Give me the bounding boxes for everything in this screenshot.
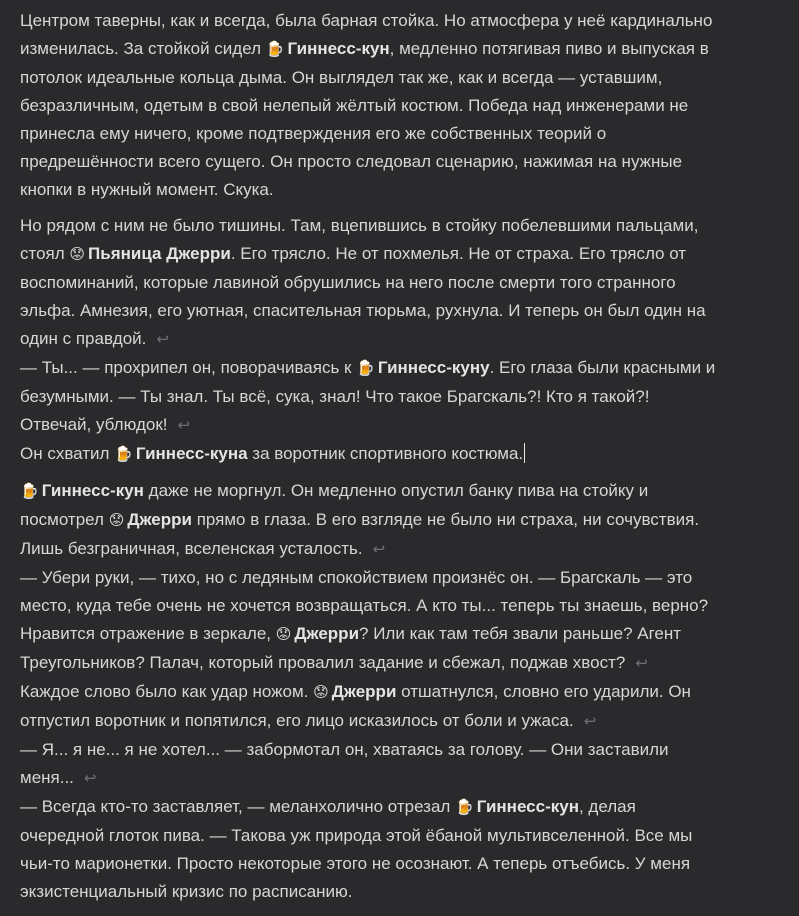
worried-face-icon: 😟 (313, 684, 329, 701)
beer-mug-icon: 🍺 (114, 446, 133, 463)
text-line (20, 269, 779, 297)
text-line (20, 440, 779, 469)
text-run: за воротник спортивного костюма. (247, 444, 524, 463)
text-run: Он схватил (20, 444, 115, 463)
worried-face-icon: 😟 (69, 246, 86, 263)
text-line (20, 620, 779, 649)
text-line (20, 678, 779, 707)
text-line (20, 148, 779, 176)
text-run: потолок идеальные кольца дыма. Он выглядел так же, как и всегда — уставшим, (20, 68, 663, 87)
text-run: принесла ему ничего, кроме подтверждения его же собственных теорий о (20, 124, 607, 143)
text-line (20, 325, 779, 354)
text-run: , делая (578, 797, 636, 816)
line-break-return-icon: ↩ (583, 713, 597, 730)
text-run: прямо в глаза. В его взгляде не было ни страха, ни сочувствия. (191, 510, 700, 529)
text-run: отпустил воротник и попятился, его лицо исказилось от боли и ужаса. (20, 711, 574, 730)
text-run: . Его глаза были красными и (489, 358, 716, 377)
text-run: очередной глоток пива. — Такова уж природа этой ёбаной мультивселенной. Все мы (20, 826, 693, 845)
text-run: воспоминаний, которые лавиной обрушились на него после смерти того странного (20, 273, 676, 292)
character-name: Пьяница Джерри (88, 244, 231, 263)
text-run: отшатнулся, словно его ударили. Он (396, 682, 691, 701)
text-line (20, 240, 779, 269)
text-line (20, 649, 779, 678)
character-name: Гиннесс-куну (377, 358, 490, 377)
text-cursor (524, 443, 525, 463)
text-run: чьи-то марионетки. Просто некоторые этого не осознают. А теперь отъебись. У меня (20, 854, 691, 873)
text-run: Лишь безграничная, вселенская усталость. (20, 539, 363, 558)
text-run: предрешённости всего сущего. Он просто следовал сценарию, нажимая на нужные (20, 152, 683, 171)
text-line (20, 707, 779, 736)
text-run: . Его трясло. Не от похмелья. Не от страха. Его трясло от (230, 244, 687, 263)
text-line (20, 592, 779, 620)
story-paragraph[interactable] (20, 7, 779, 204)
beer-mug-icon: 🍺 (356, 360, 375, 377)
text-run: место, куда тебе очень не хочется возвращаться. А кто ты... теперь ты знаешь, верно? (20, 596, 709, 615)
beer-mug-icon: 🍺 (265, 41, 285, 58)
text-line (20, 297, 779, 325)
text-line (20, 850, 779, 878)
text-run: — Ты... — прохрипел он, поворачиваясь к (20, 358, 357, 377)
text-run: посмотрел (20, 510, 109, 529)
story-paragraph[interactable] (20, 477, 779, 906)
text-line (20, 477, 779, 506)
text-line (20, 120, 779, 148)
story-paragraph[interactable] (20, 212, 779, 469)
line-break-return-icon: ↩ (372, 541, 386, 558)
text-line (20, 92, 779, 120)
text-line (20, 764, 779, 793)
line-break-return-icon: ↩ (177, 417, 191, 434)
text-line (20, 736, 779, 764)
text-run: — Всегда кто-то заставляет, — меланхолично отрезал (20, 797, 456, 816)
text-line (20, 411, 779, 440)
text-line (20, 822, 779, 850)
text-run: Но рядом с ним не было тишины. Там, вцепившись в стойку побелевшими пальцами, (20, 216, 699, 235)
text-line (20, 212, 779, 240)
text-run: эльфа. Амнезия, его уютная, спасительная тюрьма, рухнула. И теперь он был один на (20, 301, 706, 320)
text-run: экзистенциальный кризис по расписанию. (20, 882, 353, 901)
beer-mug-icon: 🍺 (20, 483, 39, 500)
text-run: Каждое слово было как удар ножом. (20, 682, 314, 701)
character-name: Гиннесс-кун (287, 39, 390, 58)
text-line (20, 793, 779, 822)
text-run: , медленно потягивая пиво и выпуская в (389, 39, 709, 58)
text-run: кнопки в нужный момент. Скука. (20, 180, 274, 199)
character-name: Джерри (331, 682, 397, 701)
text-run: безумными. — Ты знал. Ты всё, сука, знал! Что такое Брагскаль?! Кто я такой?! (20, 387, 650, 406)
line-break-return-icon: ↩ (83, 770, 97, 787)
text-line (20, 564, 779, 592)
text-line (20, 35, 779, 64)
character-name: Гиннесс-кун (476, 797, 579, 816)
text-run: — Я... я не... я не хотел... — забормотал он, хватаясь за голову. — Они заставили (20, 740, 669, 759)
line-break-return-icon: ↩ (635, 655, 648, 672)
character-name: Гиннесс-кун (41, 481, 144, 500)
text-run: безразличным, одетым в свой нелепый жёлтый костюм. Победа над инженерами не (20, 96, 689, 115)
character-name: Гиннесс-куна (135, 444, 248, 463)
text-line (20, 176, 779, 204)
line-break-return-icon: ↩ (156, 331, 169, 348)
text-run: Треугольников? Палач, который провалил задание и сбежал, поджав хвост? (20, 653, 626, 672)
character-name: Джерри (294, 624, 360, 643)
beer-mug-icon: 🍺 (455, 799, 474, 816)
text-run: ? Или как там тебя звали раньше? Агент (359, 624, 682, 643)
worried-face-icon: 😟 (108, 512, 125, 529)
character-name: Джерри (127, 510, 192, 529)
text-run: изменилась. За стойкой сидел (20, 39, 266, 58)
text-run: Отвечай, ублюдок! (20, 415, 168, 434)
text-run: стоял (20, 244, 70, 263)
text-line (20, 354, 779, 383)
text-line (20, 383, 779, 411)
text-run: один с правдой. (20, 329, 147, 348)
text-run: — Убери руки, — тихо, но с ледяным спокойствием произнёс он. — Брагскаль — это (20, 568, 693, 587)
worried-face-icon: 😟 (275, 626, 292, 643)
text-run: даже не моргнул. Он медленно опустил банку пива на стойку и (143, 481, 649, 500)
text-run: Центром таверны, как и всегда, была барная стойка. Но атмосфера у неё кардинально (20, 11, 713, 30)
text-run: меня... (20, 768, 74, 787)
text-line (20, 7, 779, 35)
text-line (20, 535, 779, 564)
text-run: Нравится отражение в зеркале, (20, 624, 276, 643)
text-line (20, 64, 779, 92)
text-line (20, 506, 779, 535)
text-line (20, 878, 779, 906)
